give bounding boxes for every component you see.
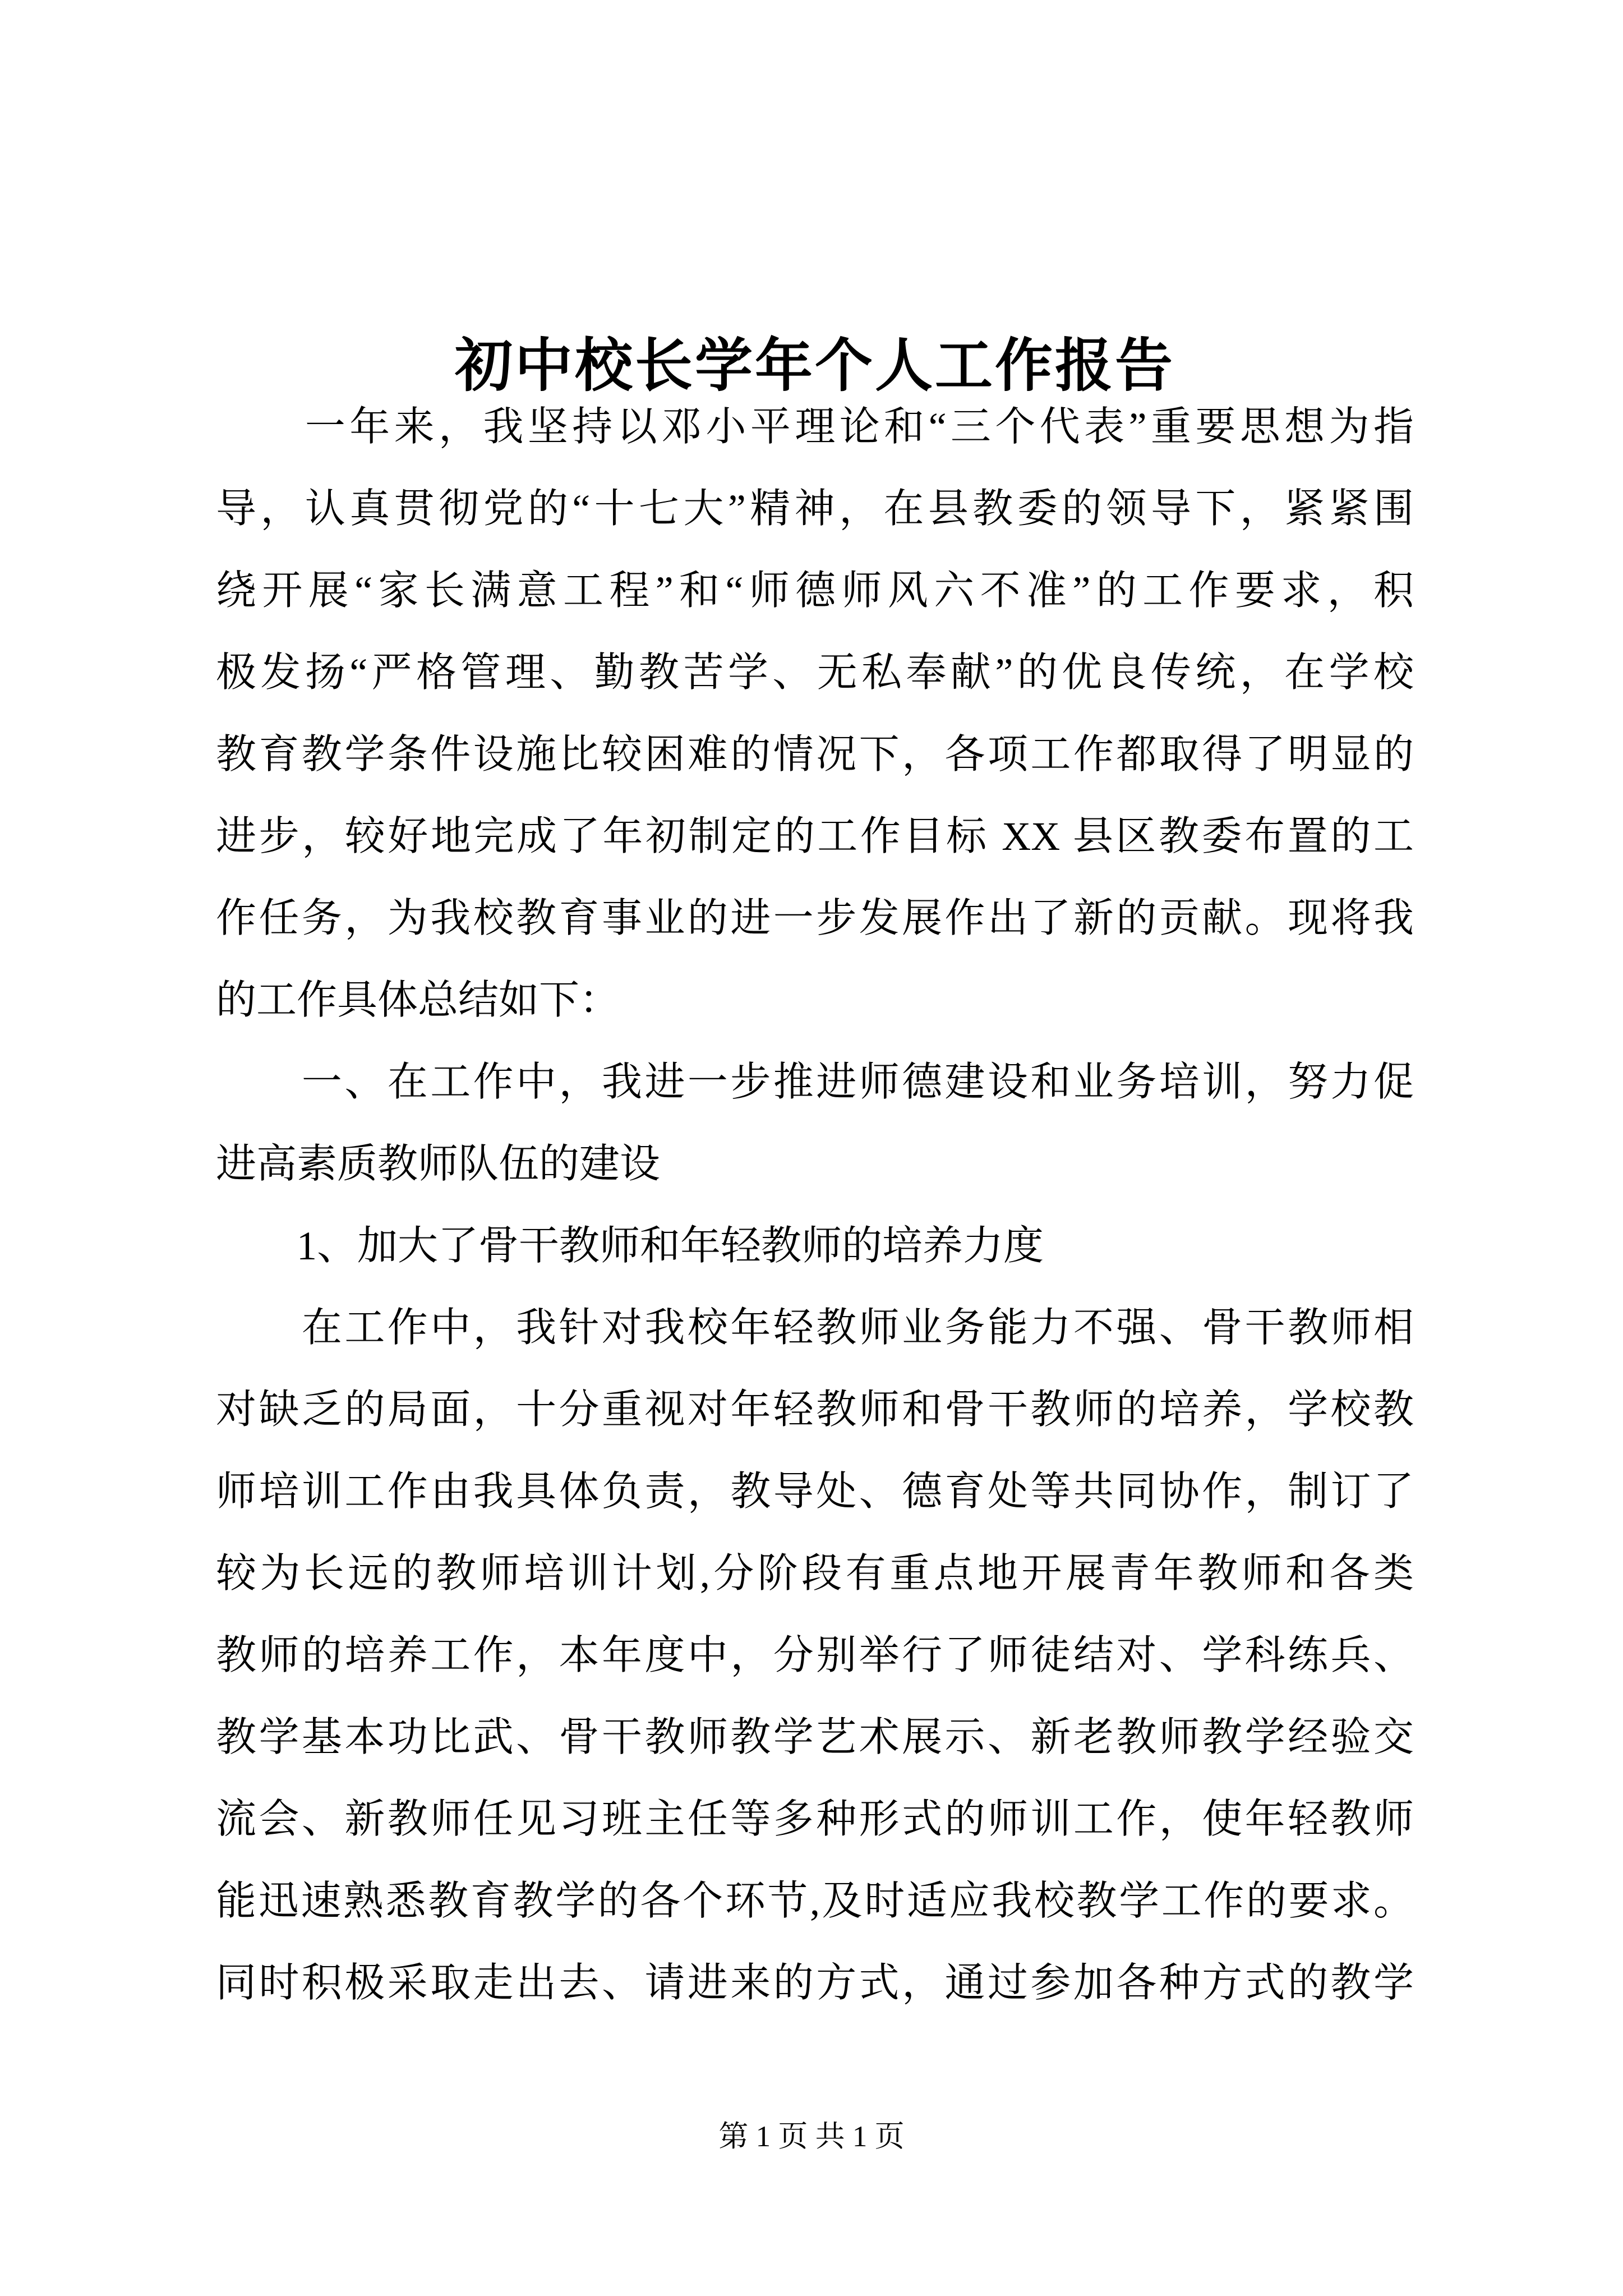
body-line: 对缺乏的局面，十分重视对年轻教师和骨干教师的培养，学校教 <box>216 1387 1414 1432</box>
document-body <box>216 386 1414 2024</box>
body-line: 师培训工作由我具体负责，教导处、德育处等共同协作，制订了 <box>216 1469 1414 1514</box>
body-line: 的工作具体总结如下： <box>216 978 620 1023</box>
body-line: 在工作中，我针对我校年轻教师业务能力不强、骨干教师相 <box>216 1305 1414 1350</box>
body-line: 能迅速熟悉教育教学的各个环节,及时适应我校教学工作的要求。 <box>216 1879 1414 1924</box>
page-footer <box>0 2110 1623 2164</box>
body-line: 进高素质教师队伍的建设 <box>216 1142 661 1186</box>
body-line: 导，认真贯彻党的“十七大”精神，在县教委的领导下，紧紧围 <box>216 486 1414 531</box>
body-line: 教师的培养工作，本年度中，分别举行了师徒结对、学科练兵、 <box>216 1633 1414 1678</box>
body-line: 极发扬“严格管理、勤教苦学、无私奉献”的优良传统，在学校 <box>216 650 1414 695</box>
body-line: 作任务，为我校教育事业的进一步发展作出了新的贡献。现将我 <box>216 896 1414 941</box>
body-line: 一年来，我坚持以邓小平理论和“三个代表”重要思想为指 <box>216 404 1414 449</box>
body-line: 教育教学条件设施比较困难的情况下，各项工作都取得了明显的 <box>216 732 1414 777</box>
body-line: 流会、新教师任见习班主任等多种形式的师训工作，使年轻教师 <box>216 1797 1414 1842</box>
page-number: 第 1 页 共 1 页 <box>718 2120 905 2153</box>
body-line: 同时积极采取走出去、请进来的方式，通过参加各种方式的教学 <box>216 1961 1414 2005</box>
body-line: 绕开展“家长满意工程”和“师德师风六不准”的工作要求，积 <box>216 568 1414 613</box>
body-line: 较为长远的教师培训计划,分阶段有重点地开展青年教师和各类 <box>216 1551 1414 1596</box>
body-line: 一、在工作中，我进一步推进师德建设和业务培训，努力促 <box>216 1060 1414 1105</box>
document-title: 初中校长学年个人工作报告 <box>455 334 1175 398</box>
body-line: 教学基本功比武、骨干教师教学艺术展示、新老教师教学经验交 <box>216 1715 1414 1760</box>
body-line: 1、加大了骨干教师和年轻教师的培养力度 <box>216 1223 1044 1268</box>
body-line: 进步，较好地完成了年初制定的工作目标 XX 县区教委布置的工 <box>216 814 1414 859</box>
